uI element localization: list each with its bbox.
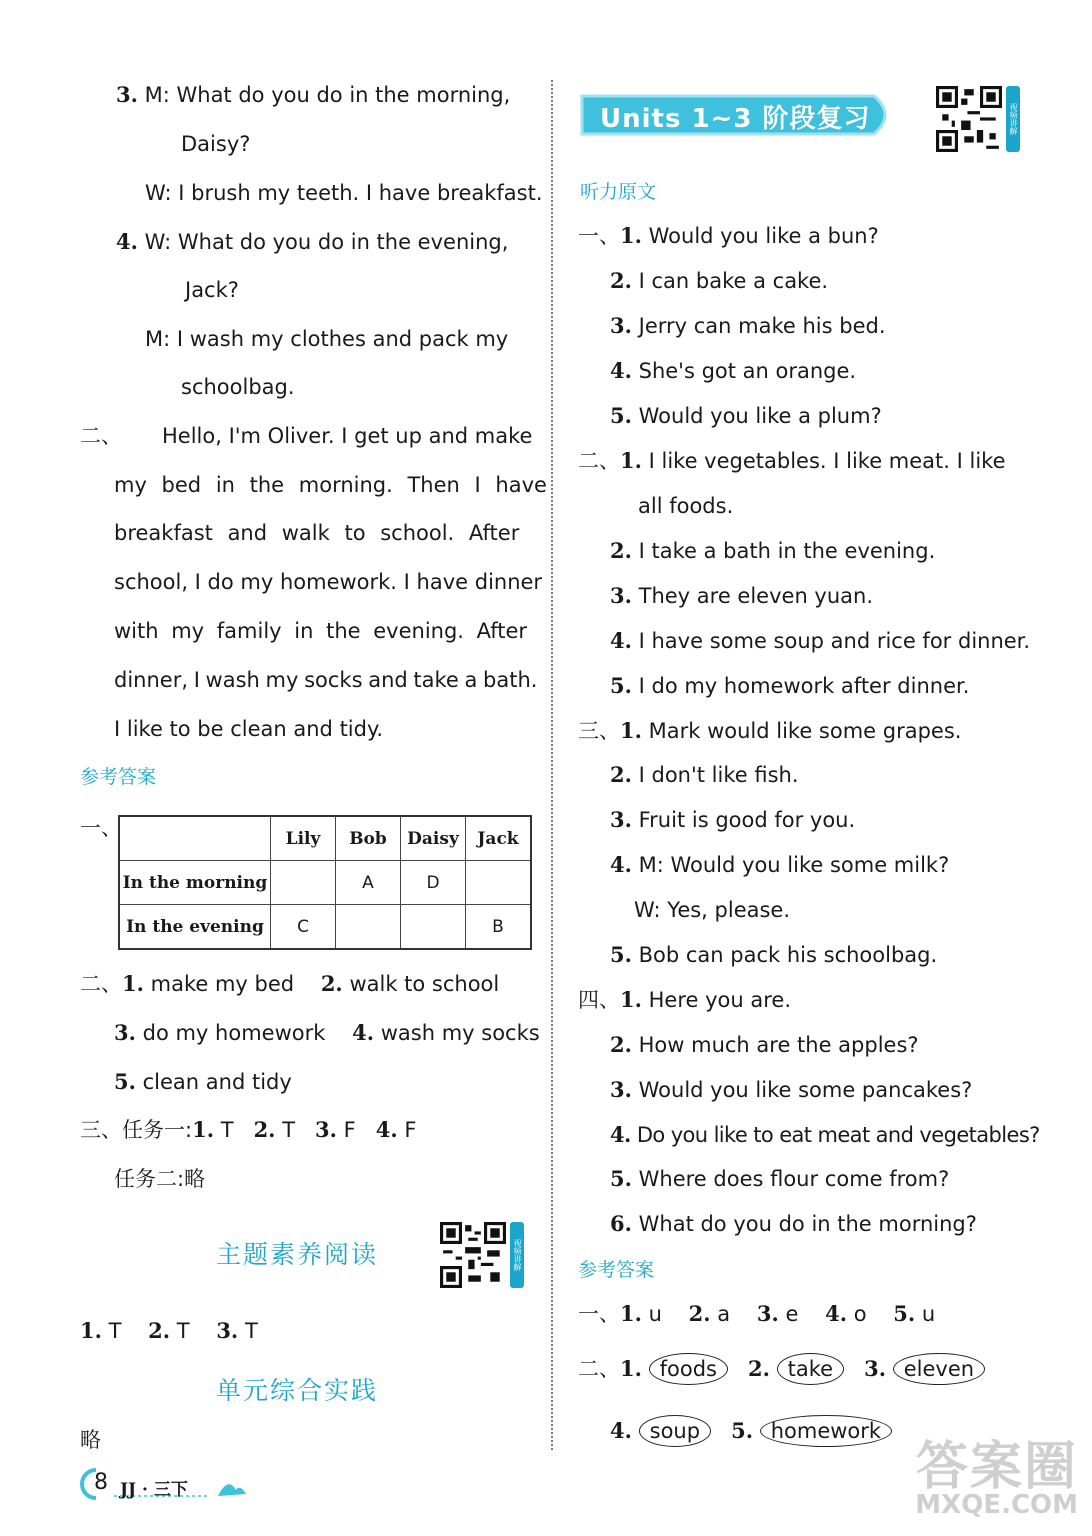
listening-label: 听力原文 bbox=[580, 181, 657, 203]
answer-line: 5. clean and tidy bbox=[114, 1069, 292, 1094]
table-cell bbox=[466, 861, 532, 905]
unit-banner bbox=[578, 92, 896, 138]
listening-line: all foods. bbox=[638, 494, 734, 518]
listening-line: 5. Would you like a plum? bbox=[610, 403, 882, 428]
table-cell bbox=[271, 861, 336, 905]
table-cell bbox=[336, 905, 401, 950]
row-label: In the evening bbox=[119, 905, 271, 950]
table-header-cell: Daisy bbox=[401, 816, 466, 861]
answer-line: 三、任务一:1. T 2. T 3. F 4. F bbox=[80, 1117, 417, 1142]
listening-line: 3. Would you like some pancakes? bbox=[610, 1077, 973, 1102]
passage-line: I like to be clean and tidy. bbox=[114, 717, 384, 741]
listening-line: 二、1. I like vegetables. I like meat. I like bbox=[578, 448, 1006, 473]
passage-line: breakfast and walk to school. After bbox=[114, 521, 520, 545]
reading-heading: 主题素养阅读 bbox=[216, 1240, 379, 1269]
table-header-cell: Jack bbox=[466, 816, 532, 861]
qr-side-label: 视频讲解 bbox=[1006, 86, 1020, 152]
listening-line: 2. I can bake a cake. bbox=[610, 268, 829, 293]
dialogue-line: Jack? bbox=[185, 278, 239, 302]
listening-line: 6. What do you do in the morning? bbox=[610, 1211, 977, 1236]
dialogue-line: Daisy? bbox=[181, 132, 251, 156]
page-number: 8 bbox=[94, 1470, 108, 1495]
listening-line: 5. I do my homework after dinner. bbox=[610, 673, 970, 698]
passage-line: with my family in the evening. After bbox=[114, 619, 528, 643]
table-cell: D bbox=[401, 861, 466, 905]
table-header-cell: Bob bbox=[336, 816, 401, 861]
listening-line: 4. I have some soup and rice for dinner. bbox=[610, 628, 1031, 653]
practice-heading: 单元综合实践 bbox=[216, 1376, 379, 1405]
answer-line: 略 bbox=[80, 1428, 101, 1452]
listening-line: 5. Where does flour come from? bbox=[610, 1166, 950, 1191]
listening-line: 2. I don't like fish. bbox=[610, 762, 799, 787]
answer-line: 二、1. make my bed 2. walk to school bbox=[80, 971, 500, 996]
column-divider bbox=[551, 80, 553, 1450]
listening-line: 4. She's got an orange. bbox=[610, 358, 857, 383]
answer-line: 4. soup 5. homework bbox=[610, 1414, 892, 1448]
book-label: JJ · 三下 bbox=[120, 1480, 188, 1500]
qr-code-icon bbox=[440, 1222, 524, 1288]
table-header-cell: Lily bbox=[271, 816, 336, 861]
answer-table bbox=[118, 815, 532, 950]
listening-line: 4. M: Would you like some milk? bbox=[610, 852, 950, 877]
listening-line: 5. Bob can pack his schoolbag. bbox=[610, 942, 938, 967]
dialogue-line: W: I brush my teeth. I have breakfast. bbox=[145, 181, 543, 205]
listening-line: 4. Do you like to eat meat and vegetables? bbox=[610, 1122, 1040, 1147]
listening-line: 3. Jerry can make his bed. bbox=[610, 313, 886, 338]
row-label: In the morning bbox=[119, 861, 271, 905]
passage-line: Hello, I'm Oliver. I get up and make bbox=[162, 424, 533, 448]
table-cell: B bbox=[466, 905, 532, 950]
table-header-row bbox=[119, 816, 531, 861]
answer-label: 参考答案 bbox=[578, 1259, 655, 1281]
dialogue-line: 3. M: What do you do in the morning, bbox=[116, 82, 511, 107]
watermark-url: MXQE.COM bbox=[915, 1490, 1078, 1520]
table-row bbox=[119, 861, 531, 905]
dialogue-line: 4. W: What do you do in the evening, bbox=[116, 229, 509, 254]
table-cell: C bbox=[271, 905, 336, 950]
table-header-cell bbox=[119, 816, 271, 861]
answer-line: 3. do my homework 4. wash my socks bbox=[114, 1020, 540, 1045]
page-footer bbox=[78, 1466, 248, 1502]
table-row bbox=[119, 905, 531, 950]
listening-line: W: Yes, please. bbox=[634, 898, 791, 922]
circled-answer: foods bbox=[649, 1353, 728, 1385]
listening-line: 3. They are eleven yuan. bbox=[610, 583, 874, 608]
listening-line: 2. I take a bath in the evening. bbox=[610, 538, 936, 563]
qr-code-icon bbox=[936, 86, 1020, 152]
watermark-text: 答案圈 bbox=[915, 1437, 1078, 1497]
circled-answer: homework bbox=[760, 1415, 892, 1447]
answer-line: 任务二:略 bbox=[114, 1167, 206, 1191]
circled-answer: take bbox=[777, 1353, 844, 1385]
answer-label: 参考答案 bbox=[80, 766, 157, 788]
listening-line: 3. Fruit is good for you. bbox=[610, 807, 856, 832]
listening-line: 2. How much are the apples? bbox=[610, 1032, 919, 1057]
dialogue-line: schoolbag. bbox=[181, 375, 295, 399]
site-watermark bbox=[914, 1418, 1084, 1528]
table-cell: A bbox=[336, 861, 401, 905]
qr-side-label: 视频讲解 bbox=[510, 1222, 524, 1288]
passage-line: my bed in the morning. Then I have bbox=[114, 473, 547, 497]
listening-line: 一、1. Would you like a bun? bbox=[578, 223, 879, 248]
table-cell bbox=[401, 905, 466, 950]
section-marker: 二、 bbox=[80, 424, 122, 448]
passage-line: dinner, I wash my socks and take a bath. bbox=[114, 668, 538, 692]
answer-line: 一、1. u 2. a 3. e 4. o 5. u bbox=[578, 1301, 936, 1326]
section-marker: 一、 bbox=[80, 816, 122, 840]
listening-line: 四、1. Here you are. bbox=[578, 987, 792, 1012]
circled-answer: eleven bbox=[893, 1353, 985, 1385]
answer-line: 1. T 2. T 3. T bbox=[80, 1318, 258, 1343]
banner-title: Units 1~3 阶段复习 bbox=[600, 104, 871, 134]
circled-answer: soup bbox=[639, 1415, 711, 1447]
dialogue-line: M: I wash my clothes and pack my bbox=[145, 327, 509, 351]
passage-line: school, I do my homework. I have dinner bbox=[114, 570, 543, 594]
answer-line: 二、1. foods 2. take 3. eleven bbox=[578, 1352, 985, 1386]
listening-line: 三、1. Mark would like some grapes. bbox=[578, 718, 962, 743]
